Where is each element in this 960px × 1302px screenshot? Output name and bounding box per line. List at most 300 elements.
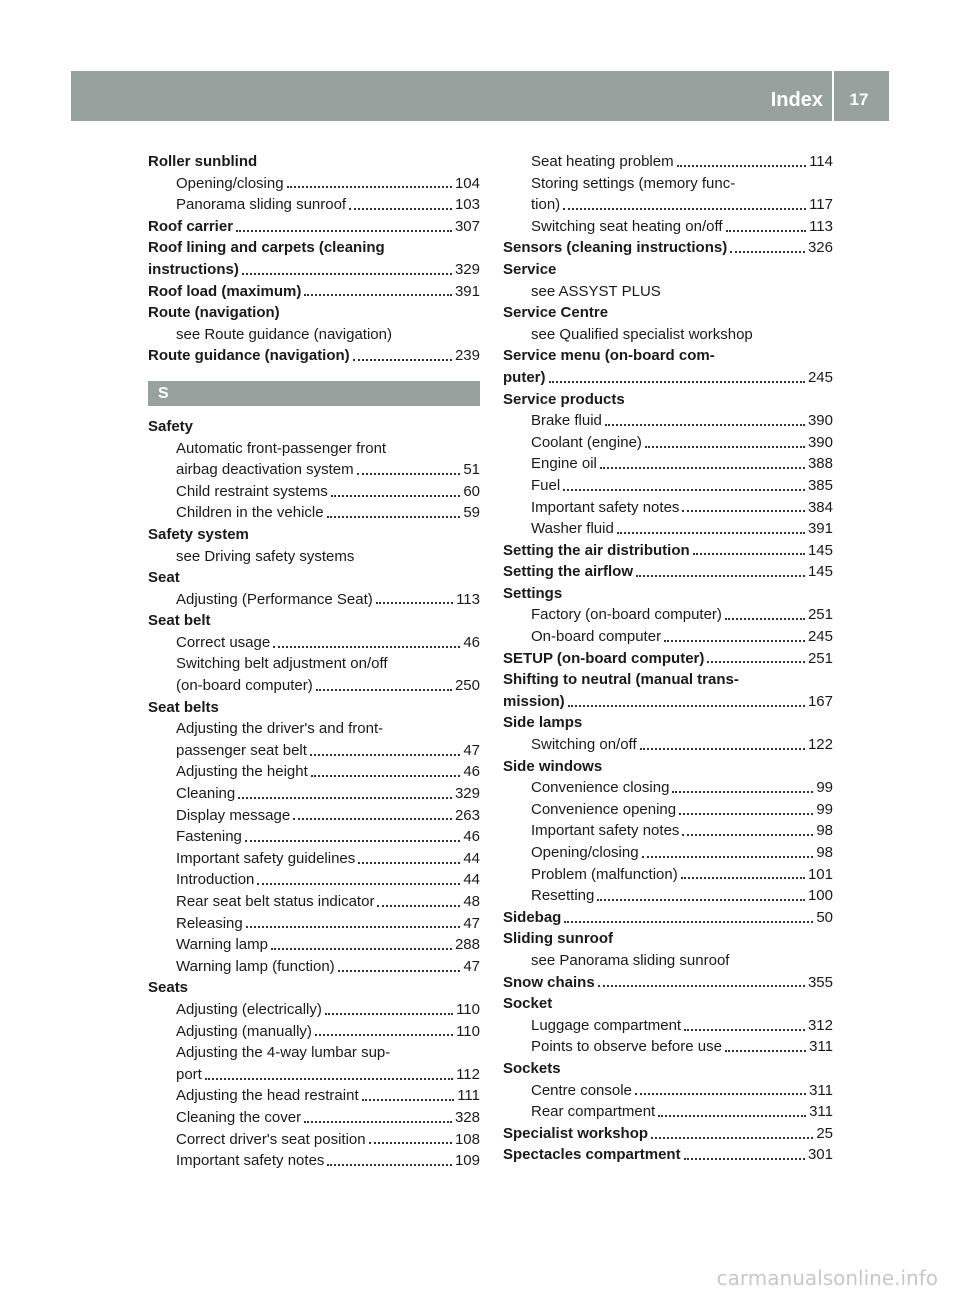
entry-text: Spectacles compartment — [503, 1146, 681, 1164]
entry-text: see Qualified specialist workshop — [531, 325, 753, 343]
dot-leader — [304, 1121, 452, 1123]
page-reference: 288 — [454, 936, 480, 954]
index-group-s-continued — [503, 151, 833, 1166]
page-reference: 311 — [809, 1081, 833, 1099]
page-reference: 113 — [456, 590, 480, 608]
index-subentry — [503, 885, 833, 907]
entry-text: Seats — [148, 979, 189, 997]
page-reference: 110 — [456, 1022, 480, 1040]
index-subentry — [503, 453, 833, 475]
entry-text: Settings — [503, 584, 563, 602]
index-subentry — [503, 777, 833, 799]
dot-leader — [682, 510, 805, 512]
entry-text: Adjusting (manually) — [176, 1022, 312, 1040]
page-reference: 98 — [816, 844, 833, 861]
page-reference: 46 — [463, 763, 480, 781]
entry-text: Centre console — [531, 1081, 632, 1099]
page-reference: 51 — [463, 461, 480, 479]
index-subentry — [148, 913, 480, 935]
index-subentry — [148, 438, 480, 460]
page-reference: 245 — [807, 368, 833, 386]
entry-text: Roller sunblind — [148, 153, 258, 170]
page-reference: 59 — [463, 504, 480, 522]
dot-leader — [672, 791, 813, 793]
page-number: 17 — [849, 90, 869, 109]
entry-text: Adjusting the driver's and front- — [176, 720, 384, 738]
index-subentry — [503, 799, 833, 821]
page-reference: 301 — [807, 1146, 833, 1164]
dot-leader — [677, 165, 806, 167]
entry-text: Sensors (cleaning instructions) — [503, 239, 728, 257]
entry-text: Cleaning — [176, 785, 236, 803]
page-reference: 145 — [807, 563, 833, 581]
page-reference: 112 — [456, 1065, 480, 1083]
index-subentry — [148, 675, 480, 697]
entry-text: Child restraint systems — [176, 482, 328, 500]
entry-text: Luggage compartment — [531, 1016, 682, 1034]
entry-text: Seat heating problem — [531, 153, 674, 170]
dot-leader — [568, 705, 805, 707]
dot-leader — [246, 926, 461, 928]
dot-leader — [304, 294, 452, 296]
index-subentry — [148, 324, 480, 346]
entry-text: Route guidance (navigation) — [148, 347, 350, 365]
dot-leader — [362, 1099, 455, 1101]
index-subentry — [148, 718, 480, 740]
index-entry — [503, 259, 833, 281]
index-subentry — [503, 604, 833, 626]
page-reference: 100 — [807, 887, 833, 905]
entry-text: Resetting — [531, 887, 595, 905]
index-subentry — [148, 1129, 480, 1151]
index-subentry — [148, 783, 480, 805]
dot-leader — [353, 359, 452, 361]
entry-text: Service — [503, 260, 557, 278]
entry-text: Safety system — [148, 525, 249, 543]
dot-leader — [287, 186, 452, 188]
index-entry — [148, 416, 480, 438]
header-divider — [832, 71, 834, 121]
dot-leader — [642, 856, 814, 858]
index-entry — [503, 712, 833, 734]
page-reference: 113 — [809, 217, 833, 235]
dot-leader — [377, 905, 460, 907]
entry-text: (on-board computer) — [176, 677, 313, 695]
index-subentry — [503, 324, 833, 346]
index-subentry — [148, 869, 480, 891]
entry-text: Factory (on-board computer) — [531, 606, 722, 624]
entry-text: Panorama sliding sunroof — [176, 196, 347, 214]
index-subentry — [148, 1064, 480, 1086]
dot-leader — [564, 921, 813, 923]
page-reference: 263 — [454, 806, 480, 824]
entry-text: Introduction — [176, 871, 255, 889]
page-reference: 117 — [809, 196, 833, 214]
entry-text: Roof load (maximum) — [148, 282, 302, 300]
page-reference: 47 — [463, 957, 480, 975]
dot-leader — [327, 1164, 452, 1166]
dot-leader — [693, 553, 805, 555]
dot-leader — [684, 1158, 805, 1160]
entry-text: Seat belts — [148, 698, 219, 716]
index-entry — [503, 691, 833, 713]
entry-text: Washer fluid — [531, 520, 614, 538]
index-subentry — [148, 1021, 480, 1043]
entry-text: Rear seat belt status indicator — [176, 893, 375, 910]
index-subentry — [148, 1150, 480, 1172]
entry-text: Brake fluid — [531, 412, 602, 430]
dot-leader — [635, 1093, 806, 1095]
index-subentry — [148, 826, 480, 848]
dot-leader — [636, 575, 805, 577]
dot-leader — [684, 1029, 805, 1031]
page-reference: 307 — [454, 217, 480, 235]
entry-text: see ASSYST PLUS — [531, 282, 661, 300]
entry-text: Storing settings (memory func- — [531, 174, 736, 192]
index-subentry — [148, 956, 480, 978]
dot-leader — [563, 489, 805, 491]
page-reference: 110 — [456, 1000, 480, 1018]
index-entry — [148, 216, 480, 238]
entry-text: Switching belt adjustment on/off — [176, 655, 388, 673]
index-subentry — [503, 475, 833, 497]
dot-leader — [316, 689, 452, 691]
entry-text: Correct driver's seat position — [176, 1130, 366, 1148]
dot-leader — [549, 381, 805, 383]
page-reference: 114 — [809, 153, 833, 170]
index-subentry — [148, 740, 480, 762]
entry-text: Important safety guidelines — [176, 849, 356, 867]
dot-leader — [658, 1115, 806, 1117]
page-reference: 44 — [463, 849, 480, 867]
entry-text: see Route guidance (navigation) — [176, 325, 392, 343]
dot-leader — [310, 754, 460, 756]
entry-text: Important safety notes — [176, 1152, 325, 1170]
dot-leader — [331, 495, 461, 497]
index-subentry — [148, 1085, 480, 1107]
index-subentry — [503, 1101, 833, 1123]
page-reference: 25 — [816, 1124, 833, 1142]
entry-text: Service Centre — [503, 304, 609, 322]
entry-text: Correct usage — [176, 633, 271, 651]
dot-leader — [563, 208, 806, 210]
page-reference: 355 — [807, 973, 833, 991]
index-subentry — [148, 934, 480, 956]
entry-text: Route (navigation) — [148, 304, 280, 322]
dot-leader — [357, 473, 461, 475]
entry-text: Convenience closing — [531, 779, 670, 797]
entry-text: tion) — [531, 196, 561, 214]
page-reference: 44 — [463, 871, 480, 889]
page-reference: 46 — [463, 633, 480, 651]
page-reference: 108 — [454, 1130, 480, 1148]
dot-leader — [617, 532, 805, 534]
page-reference: 167 — [807, 692, 833, 710]
page-reference: 388 — [807, 455, 833, 473]
dot-leader — [236, 230, 452, 232]
entry-text: Side lamps — [503, 714, 583, 732]
index-subentry — [148, 589, 480, 611]
index-entry — [503, 928, 833, 950]
entry-text: Points to observe before use — [531, 1038, 722, 1056]
index-entry — [503, 1058, 833, 1080]
page-reference: 101 — [807, 865, 833, 883]
index-subentry — [503, 734, 833, 756]
index-entry — [503, 237, 833, 259]
entry-text: Roof carrier — [148, 217, 234, 235]
index-entry — [503, 993, 833, 1015]
entry-text: Rear compartment — [531, 1103, 656, 1121]
entry-text: Important safety notes — [531, 498, 680, 516]
entry-text: Important safety notes — [531, 822, 680, 840]
page-reference: 111 — [457, 1087, 480, 1105]
index-entry — [148, 610, 480, 632]
index-entry — [148, 697, 480, 719]
dot-leader — [597, 899, 805, 901]
entry-text: Sockets — [503, 1059, 561, 1077]
index-entry — [148, 345, 480, 367]
dot-leader — [358, 862, 460, 864]
index-subentry — [148, 632, 480, 654]
index-column-right — [503, 151, 833, 1166]
page-reference: 391 — [454, 282, 480, 300]
index-entry — [503, 561, 833, 583]
entry-text: Adjusting (Performance Seat) — [176, 590, 373, 608]
page-reference: 385 — [807, 476, 833, 494]
page-reference: 312 — [807, 1016, 833, 1034]
index-entry — [148, 281, 480, 303]
index-subentry — [503, 864, 833, 886]
entry-text: Automatic front-passenger front — [176, 439, 387, 457]
index-entry — [148, 567, 480, 589]
index-entry — [503, 367, 833, 389]
entry-text: airbag deactivation system — [176, 461, 354, 479]
dot-leader — [707, 661, 805, 663]
index-subentry — [148, 194, 480, 216]
entry-text: passenger seat belt — [176, 741, 307, 759]
index-subentry — [503, 281, 833, 303]
entry-text: port — [176, 1065, 202, 1083]
dot-leader — [349, 208, 452, 210]
index-group-s — [148, 416, 480, 1172]
entry-text: Service products — [503, 390, 625, 408]
index-subentry — [503, 1036, 833, 1058]
page-reference: 47 — [463, 741, 480, 759]
page-reference: 47 — [463, 914, 480, 932]
dot-leader — [311, 775, 461, 777]
entry-text: Socket — [503, 995, 553, 1013]
page-reference: 326 — [807, 239, 833, 257]
page-reference: 104 — [454, 174, 480, 192]
index-subentry — [503, 1015, 833, 1037]
entry-text: Setting the airflow — [503, 563, 634, 581]
page-reference: 145 — [807, 541, 833, 559]
dot-leader — [205, 1078, 453, 1080]
dot-leader — [376, 602, 453, 604]
entry-text: Warning lamp — [176, 936, 268, 954]
index-entry — [148, 524, 480, 546]
section-header-s: S — [148, 381, 480, 406]
entry-text: Coolant (engine) — [531, 433, 642, 451]
index-entry — [148, 977, 480, 999]
index-entry — [503, 389, 833, 411]
entry-text: Opening/closing — [531, 844, 639, 861]
entry-text: Service menu (on-board com- — [503, 347, 715, 365]
entry-text: Opening/closing — [176, 174, 284, 192]
dot-leader — [257, 883, 460, 885]
dot-leader — [315, 1034, 453, 1036]
dot-leader — [293, 818, 452, 820]
index-entry — [503, 756, 833, 778]
index-entry — [503, 972, 833, 994]
dot-leader — [327, 516, 461, 518]
dot-leader — [730, 251, 805, 253]
index-subentry — [148, 459, 480, 481]
entry-text: On-board computer — [531, 628, 662, 646]
index-subentry — [503, 410, 833, 432]
dot-leader — [640, 748, 805, 750]
page-reference: 48 — [463, 893, 480, 910]
index-subentry — [148, 173, 480, 195]
page-reference: 46 — [463, 828, 480, 846]
entry-text: Side windows — [503, 757, 603, 775]
entry-text: Safety — [148, 417, 194, 435]
index-subentry — [503, 950, 833, 972]
page-reference: 245 — [807, 628, 833, 646]
dot-leader — [682, 834, 813, 836]
entry-text: SETUP (on-board computer) — [503, 649, 705, 667]
index-subentry — [148, 1042, 480, 1064]
index-subentry — [503, 497, 833, 519]
entry-text: Switching seat heating on/off — [531, 217, 723, 235]
entry-text: instructions) — [148, 260, 239, 278]
page-reference: 109 — [454, 1152, 480, 1170]
dot-leader — [725, 1050, 806, 1052]
entry-text: Cleaning the cover — [176, 1108, 302, 1126]
entry-text: Fastening — [176, 828, 242, 846]
page-reference: 390 — [807, 433, 833, 451]
index-subentry — [148, 653, 480, 675]
index-subentry — [503, 842, 833, 864]
entry-text: Setting the air distribution — [503, 541, 690, 559]
dot-leader — [325, 1013, 453, 1015]
entry-text: Adjusting (electrically) — [176, 1000, 322, 1018]
dot-leader — [271, 948, 452, 950]
dot-leader — [681, 877, 805, 879]
index-entry — [148, 237, 480, 259]
index-entry — [503, 302, 833, 324]
dot-leader — [245, 840, 460, 842]
entry-text: Specialist workshop — [503, 1124, 649, 1142]
page-reference: 122 — [807, 736, 833, 754]
page-reference: 390 — [807, 412, 833, 430]
dot-leader — [726, 230, 807, 232]
page-reference: 239 — [454, 347, 480, 365]
entry-text: Seat belt — [148, 612, 211, 630]
entry-text: Engine oil — [531, 455, 597, 473]
entry-text: Problem (malfunction) — [531, 865, 678, 883]
page-reference: 250 — [454, 677, 480, 695]
index-subentry — [148, 546, 480, 568]
index-subentry — [148, 891, 480, 913]
dot-leader — [242, 273, 452, 275]
index-subentry — [148, 1107, 480, 1129]
entry-text: Adjusting the head restraint — [176, 1087, 359, 1105]
watermark: carmanualsonline.info — [716, 1266, 938, 1290]
index-subentry — [503, 151, 833, 173]
dot-leader — [600, 467, 805, 469]
entry-text: Convenience opening — [531, 800, 677, 818]
index-subentry — [503, 820, 833, 842]
entry-text: Children in the vehicle — [176, 504, 324, 522]
index-subentry — [148, 481, 480, 503]
dot-leader — [338, 970, 461, 972]
index-entry — [148, 259, 480, 281]
dot-leader — [598, 985, 805, 987]
entry-text: Sidebag — [503, 908, 562, 926]
page-reference: 329 — [454, 785, 480, 803]
index-subentry — [503, 173, 833, 195]
index-entry — [503, 669, 833, 691]
page-reference: 328 — [454, 1108, 480, 1126]
page-reference: 60 — [463, 482, 480, 500]
index-entry — [503, 1144, 833, 1166]
entry-text: Adjusting the height — [176, 763, 308, 781]
entry-text: Roof lining and carpets (cleaning — [148, 239, 385, 257]
page-reference: 50 — [816, 908, 833, 926]
page-reference: 99 — [816, 779, 833, 797]
index-group-r — [148, 151, 480, 367]
dot-leader — [238, 797, 452, 799]
index-subentry — [148, 999, 480, 1021]
entry-text: Seat — [148, 569, 180, 587]
entry-text: Warning lamp (function) — [176, 957, 335, 975]
entry-text: Sliding sunroof — [503, 930, 613, 948]
dot-leader — [679, 813, 813, 815]
entry-text: Display message — [176, 806, 291, 824]
index-column-left — [148, 151, 480, 1172]
page-title: Index — [770, 89, 823, 111]
dot-leader — [273, 646, 460, 648]
entry-text: mission) — [503, 692, 565, 710]
dot-leader — [725, 618, 805, 620]
dot-leader — [605, 424, 805, 426]
index-subentry — [148, 502, 480, 524]
entry-text: Fuel — [531, 476, 561, 494]
entry-text: Switching on/off — [531, 736, 637, 754]
index-subentry — [503, 194, 833, 216]
dot-leader — [369, 1142, 452, 1144]
page-reference: 329 — [454, 260, 480, 278]
index-subentry — [503, 1080, 833, 1102]
page-header — [71, 71, 889, 121]
page-reference: 384 — [807, 498, 833, 516]
index-entry — [148, 302, 480, 324]
dot-leader — [651, 1137, 813, 1139]
entry-text: Adjusting the 4-way lumbar sup- — [176, 1044, 391, 1062]
dot-leader — [664, 640, 805, 642]
entry-text: Releasing — [176, 914, 243, 932]
page-reference: 251 — [807, 606, 833, 624]
page-reference: 391 — [807, 520, 833, 538]
index-subentry — [148, 761, 480, 783]
entry-text: Shifting to neutral (manual trans- — [503, 671, 739, 689]
index-entry — [503, 1123, 833, 1145]
page-reference: 311 — [809, 1038, 833, 1056]
dot-leader — [645, 446, 805, 448]
entry-text: see Panorama sliding sunroof — [531, 951, 730, 969]
entry-text: see Driving safety systems — [176, 547, 355, 565]
